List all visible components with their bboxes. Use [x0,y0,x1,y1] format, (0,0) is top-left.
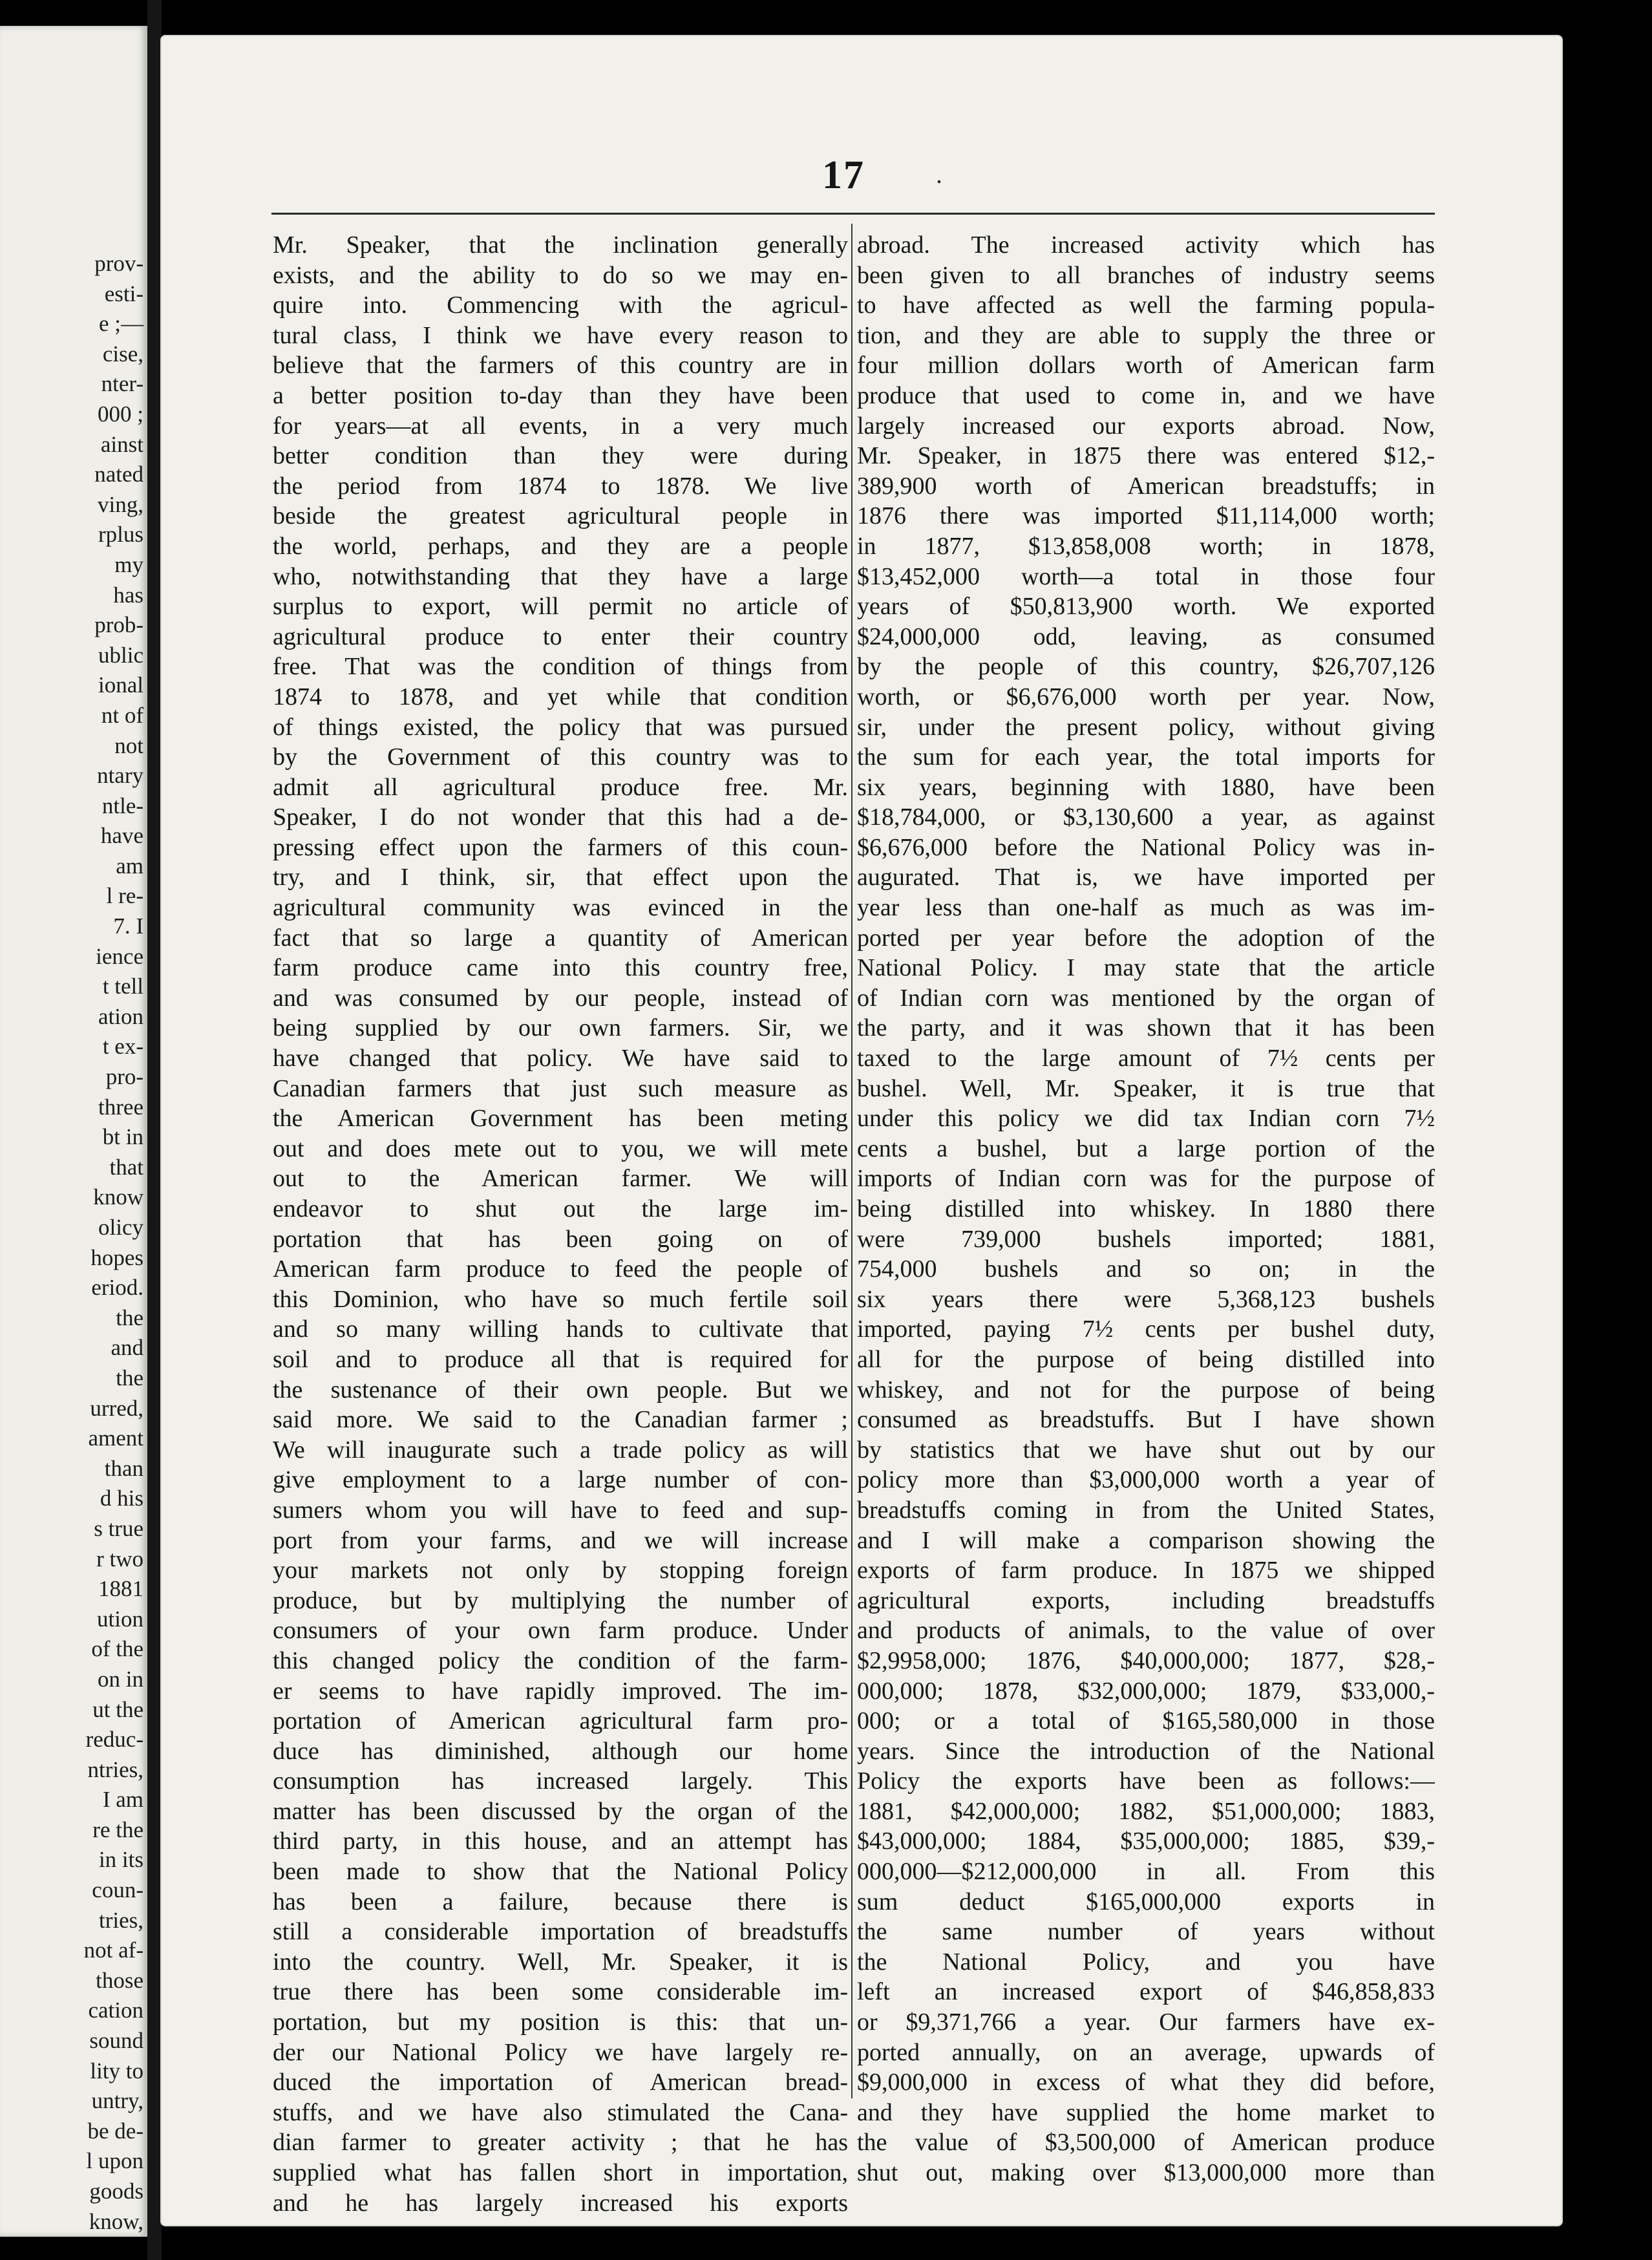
text-line: of Indian corn was mentioned by the organ of [857,984,1435,1012]
text-line: left an increased export of $46,858,833 [857,1978,1435,2006]
fragment-line: t tell [102,974,143,999]
column-divider [851,224,852,2098]
fragment-line: three [98,1094,143,1120]
fragment-line: nter- [101,371,143,397]
fragment-line: those [96,1967,143,1993]
text-line: better condition than they were during [273,442,848,470]
text-line: and was consumed by our people, instead of [273,984,848,1012]
text-line: by statistics that we have shut out by our [857,1436,1435,1464]
fragment-line: ation [98,1003,143,1029]
text-line: and I will make a comparison showing the [857,1526,1435,1554]
fragment-line: ut the [92,1696,143,1722]
text-line: true there has been some considerable im- [273,1978,848,2006]
fragment-line: and [111,1335,143,1361]
fragment-line: cation [88,1998,143,2023]
text-line: worth, or $6,676,000 worth per year. Now, [857,683,1435,710]
text-line: Speaker, I do not wonder that this had a de- [273,804,848,831]
text-line: shut out, making over $13,000,000 more than [857,2159,1435,2186]
text-line: agricultural exports, including breadstuffs [857,1586,1435,1614]
page-number: 17 [822,153,865,197]
text-line: 1876 there was imported $11,114,000 worth; [857,502,1435,530]
fragment-line: coun- [92,1877,143,1903]
text-line: out and does mete out to you, we will mete [273,1135,848,1162]
text-line: $43,000,000; 1884, $35,000,000; 1885, $39,- [857,1828,1435,1855]
text-line: six years, beginning with 1880, have been [857,773,1435,801]
text-line: under this policy we did tax Indian corn 7½ [857,1105,1435,1133]
text-line: third party, in this house, and an attempt has [273,1828,848,1855]
previous-page-text-fragments [0,249,143,2237]
text-line: pressing effect upon the farmers of this coun- [273,833,848,861]
text-line: ported annually, on an average, upwards of [857,2038,1435,2066]
text-line: admit all agricultural produce free. Mr. [273,773,848,801]
text-line: $24,000,000 odd, leaving, as consumed [857,623,1435,650]
text-line: the period from 1874 to 1878. We live [273,472,848,500]
text-line: has been a failure, because there is [273,1888,848,1915]
fragment-line: my [114,551,143,577]
fragment-line: nated [94,462,143,487]
fragment-line: cise, [102,341,143,367]
text-line: have changed that policy. We have said to [273,1045,848,1072]
document-page [162,36,1562,2225]
text-line: $2,9958,000; 1876, $40,000,000; 1877, $28,- [857,1647,1435,1674]
text-line: been given to all branches of industry seems [857,261,1435,289]
text-line: ported per year before the adoption of the [857,924,1435,952]
text-line: Policy the exports have been as follows:— [857,1767,1435,1795]
text-line: tion, and they are able to supply the three or [857,321,1435,349]
text-line: believe that the farmers of this country are in [273,352,848,379]
fragment-line: ience [96,943,143,969]
text-line: sum deduct $165,000,000 exports in [857,1888,1435,1915]
text-line: whiskey, and not for the purpose of being [857,1376,1435,1403]
fragment-line: ional [98,672,143,698]
text-line: 754,000 bushels and so on; in the [857,1255,1435,1283]
text-line: agricultural produce to enter their country [273,623,848,650]
text-line: and products of animals, to the value of over [857,1617,1435,1645]
text-line: supplied what has fallen short in importation, [273,2159,848,2186]
fragment-line: ving, [98,491,143,517]
fragment-line: ublic [98,642,143,668]
text-line: a better position to-day than they have been [273,381,848,409]
text-line: and he has largely increased his exports [273,2189,848,2217]
text-line: of things existed, the policy that was pursued [273,713,848,741]
text-line: breadstuffs coming in from the United States, [857,1496,1435,1524]
text-line: being distilled into whiskey. In 1880 there [857,1195,1435,1222]
fragment-line: ution [97,1606,143,1632]
fragment-line: know, [89,2208,143,2234]
text-line: 1874 to 1878, and yet while that condition [273,683,848,710]
fragment-line: rplus [98,522,143,548]
text-line: still a considerable importation of breadstuffs [273,1918,848,1946]
text-line: farm produce came into this country free, [273,954,848,982]
text-line: 000; or a total of $165,580,000 in those [857,1707,1435,1735]
text-line: or $9,371,766 a year. Our farmers have ex- [857,2009,1435,2036]
fragment-line: lity to [90,2058,143,2084]
fragment-line: olicy [98,1215,143,1240]
fragment-line: ament [88,1425,143,1451]
text-line: stuffs, and we have also stimulated the Cana- [273,2098,848,2126]
text-line: into the country. Well, Mr. Speaker, it is [273,1948,848,1976]
text-column-left [273,230,848,2218]
text-line: quire into. Commencing with the agricul- [273,292,848,319]
text-line: 000,000—$212,000,000 in all. From this [857,1858,1435,1886]
fragment-line: 1881 [98,1576,143,1602]
text-line: cents a bushel, but a large portion of the [857,1135,1435,1162]
text-line: consumed as breadstuffs. But I have shown [857,1406,1435,1434]
text-line: your markets not only by stopping foreign [273,1557,848,1584]
text-line: Canadian farmers that just such measure as [273,1074,848,1102]
text-line: $6,676,000 before the National Policy was in- [857,833,1435,861]
fragment-line: have [100,823,143,849]
text-line: duced the importation of American bread- [273,2069,848,2096]
text-line: been made to show that the National Policy [273,1858,848,1886]
text-line: abroad. The increased activity which has [857,231,1435,259]
fragment-line: I am [102,1787,143,1813]
text-line: four million dollars worth of American farm [857,352,1435,379]
text-line: the sum for each year, the total imports for [857,743,1435,771]
text-line: policy more than $3,000,000 worth a year of [857,1466,1435,1494]
previous-page-edge [0,26,147,2237]
text-line: exports of farm produce. In 1875 we shipped [857,1557,1435,1584]
fragment-line: than [104,1455,143,1481]
text-line: were 739,000 bushels imported; 1881, [857,1225,1435,1253]
fragment-line: prob- [94,612,143,638]
fragment-line: nt of [101,702,143,728]
fragment-line: l re- [106,883,143,909]
fragment-line: esti- [104,281,143,306]
text-line: for years—at all events, in a very much [273,412,848,440]
text-line: Mr. Speaker, that the inclination generally [273,231,848,259]
fragment-line: ainst [100,431,143,457]
text-line: free. That was the condition of things from [273,653,848,681]
fragment-line: untry, [91,2088,143,2114]
fragment-line: has [113,582,143,608]
text-line: der our National Policy we have largely re- [273,2038,848,2066]
text-line: largely increased our exports abroad. Now, [857,412,1435,440]
text-line: give employment to a large number of con- [273,1466,848,1494]
fragment-line: sound [89,2028,143,2054]
fragment-line: 7. I [113,913,143,939]
fragment-line: ntle- [101,793,143,818]
text-line: agricultural community was evinced in the [273,894,848,922]
text-line: and they have supplied the home market to [857,2098,1435,2126]
fragment-line: tries, [98,1907,143,1933]
text-line: the world, perhaps, and they are a people [273,532,848,560]
text-line: to have affected as well the farming popula- [857,292,1435,319]
text-line: out to the American farmer. We will [273,1165,848,1193]
fragment-line: know [93,1184,143,1210]
text-line: $18,784,000, or $3,130,600 a year, as against [857,804,1435,831]
text-line: surplus to export, will permit no article of [273,593,848,621]
text-line: the sustenance of their own people. But we [273,1376,848,1403]
text-line: American farm produce to feed the people of [273,1255,848,1283]
fragment-line: l upon [86,2148,143,2174]
text-line: the National Policy, and you have [857,1948,1435,1976]
fragment-line: ntries, [87,1756,143,1782]
text-line: duce has diminished, although our home [273,1737,848,1765]
text-line: the same number of years without [857,1918,1435,1946]
text-line: matter has been discussed by the organ of the [273,1797,848,1825]
text-line: this Dominion, who have so much fertile soil [273,1285,848,1313]
text-line: endeavor to shut out the large im- [273,1195,848,1222]
text-line: sumers whom you will have to feed and sup- [273,1496,848,1524]
text-line: exists, and the ability to do so we may en- [273,261,848,289]
text-line: said more. We said to the Canadian farmer ; [273,1406,848,1434]
text-line: tural class, I think we have every reason to [273,321,848,349]
text-line: portation, but my position is this: that un- [273,2009,848,2036]
text-line: augurated. That is, we have imported per [857,864,1435,891]
text-line: years of $50,813,900 worth. We exported [857,593,1435,621]
fragment-line: the [116,1365,143,1391]
text-line: bushel. Well, Mr. Speaker, it is true that [857,1074,1435,1102]
text-line: portation that has been going on of [273,1225,848,1253]
text-column-right [857,230,1435,2188]
text-line: imports of Indian corn was for the purpose of [857,1165,1435,1193]
text-line: Mr. Speaker, in 1875 there was entered $12,- [857,442,1435,470]
fragment-line: eriod. [91,1275,143,1301]
text-line: port from your farms, and we will increase [273,1526,848,1554]
fragment-line: r two [96,1546,143,1572]
text-line: all for the purpose of being distilled into [857,1345,1435,1373]
fragment-line: not af- [83,1937,143,1963]
text-line: the value of $3,500,000 of American produce [857,2129,1435,2157]
text-line: in 1877, $13,858,008 worth; in 1878, [857,532,1435,560]
fragment-line: in its [98,1847,143,1873]
text-line: try, and I think, sir, that effect upon the [273,864,848,891]
text-line: produce that used to come in, and we have [857,381,1435,409]
text-line: 389,900 worth of American breadstuffs; in [857,472,1435,500]
text-line: this changed policy the condition of the farm- [273,1647,848,1674]
fragment-line: d his [100,1486,143,1511]
text-line: $9,000,000 in excess of what they did before, [857,2069,1435,2096]
fragment-line: be de- [87,2118,143,2144]
header-rule [271,213,1435,215]
fragment-line: 000 ; [98,401,143,427]
fragment-line: am [116,853,143,879]
text-line: $13,452,000 worth—a total in those four [857,562,1435,590]
text-line: years. Since the introduction of the National [857,1737,1435,1765]
text-line: soil and to produce all that is required for [273,1345,848,1373]
text-line: by the Government of this country was to [273,743,848,771]
text-line: by the people of this country, $26,707,126 [857,653,1435,681]
text-line: dian farmer to greater activity ; that he has [273,2129,848,2157]
text-line: National Policy. I may state that the article [857,954,1435,982]
text-line: the party, and it was shown that it has been [857,1014,1435,1042]
fragment-line: that [109,1154,143,1180]
text-line: 1881, $42,000,000; 1882, $51,000,000; 1883, [857,1797,1435,1825]
text-line: beside the greatest agricultural people in [273,502,848,530]
fragment-line: pro- [105,1064,143,1090]
page-number-dot: . [936,160,942,189]
fragment-line: urred, [90,1395,143,1421]
fragment-line: on in [98,1666,143,1692]
fragment-line: s true [94,1515,143,1541]
fragment-line: not [114,732,143,758]
text-line: produce, but by multiplying the number of [273,1586,848,1614]
text-line: er seems to have rapidly improved. The im- [273,1677,848,1705]
fragment-line: hopes [90,1244,143,1270]
fragment-line: goods [89,2179,143,2204]
text-line: year less than one-half as much as was im- [857,894,1435,922]
text-line: being supplied by our own farmers. Sir, we [273,1014,848,1042]
text-line: six years there were 5,368,123 bushels [857,1285,1435,1313]
text-line: 000,000; 1878, $32,000,000; 1879, $33,000,- [857,1677,1435,1705]
text-line: We will inaugurate such a trade policy as will [273,1436,848,1464]
page-gutter [147,0,162,2260]
fragment-line: e ;— [98,311,143,337]
fragment-line: the [116,1305,143,1330]
fragment-line: prov- [94,251,143,276]
text-line: consumers of your own farm produce. Under [273,1617,848,1645]
fragment-line: t ex- [102,1034,143,1060]
text-line: taxed to the large amount of 7½ cents per [857,1045,1435,1072]
text-line: the American Government has been meting [273,1105,848,1133]
text-line: sir, under the present policy, without giving [857,713,1435,741]
fragment-line: re the [92,1817,143,1842]
text-line: portation of American agricultural farm pro- [273,1707,848,1735]
fragment-line: bt in [102,1124,143,1150]
fragment-line: ntary [97,763,143,789]
text-line: and so many willing hands to cultivate that [273,1316,848,1343]
fragment-line: reduc- [85,1727,143,1753]
text-line: consumption has increased largely. This [273,1767,848,1795]
text-line: imported, paying 7½ cents per bushel duty, [857,1316,1435,1343]
text-line: fact that so large a quantity of American [273,924,848,952]
fragment-line: of the [91,1636,143,1662]
text-line: who, notwithstanding that they have a large [273,562,848,590]
